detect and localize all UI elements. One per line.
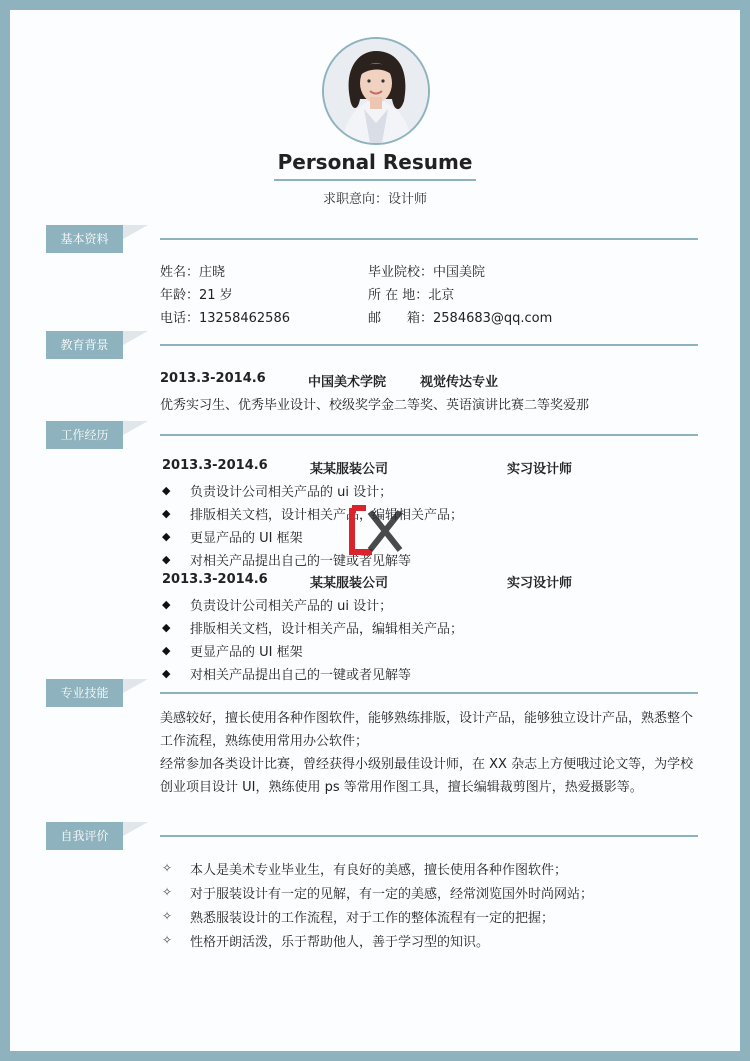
job-duty: 对相关产品提出自己的一键或者见解等 bbox=[190, 668, 412, 683]
section-divider bbox=[160, 434, 698, 436]
sparkle-bullet-icon: ✧ bbox=[162, 885, 173, 899]
edu-period: 2013.3-2014.6 bbox=[160, 371, 266, 386]
job-objective: 求职意向：设计师 bbox=[322, 192, 427, 207]
self-eval-item: 对于服装设计有一定的见解，有一定的美感，经常浏览国外时尚网站； bbox=[190, 887, 594, 902]
page-title: Personal Resume bbox=[277, 150, 473, 174]
bullet-icon: ◆ bbox=[162, 530, 171, 543]
edu-major: 视觉传达专业 bbox=[420, 375, 499, 390]
bullet-icon: ◆ bbox=[162, 644, 171, 657]
info-age: 年龄：21 岁 bbox=[160, 288, 233, 303]
section-divider bbox=[160, 344, 698, 346]
job-duty: 对相关产品提出自己的一键或者见解等 bbox=[190, 554, 412, 569]
job-period: 2013.3-2014.6 bbox=[162, 572, 268, 587]
bullet-icon: ◆ bbox=[162, 507, 171, 520]
section-tag-skills: 专业技能 bbox=[46, 679, 123, 707]
avatar bbox=[322, 37, 430, 145]
section-tag-basic: 基本资料 bbox=[46, 225, 123, 253]
self-eval-item: 性格开朗活泼，乐于帮助他人，善于学习型的知识。 bbox=[190, 935, 490, 950]
resume-page bbox=[10, 10, 740, 1051]
bullet-icon: ◆ bbox=[162, 484, 171, 497]
watermark-logo-icon bbox=[344, 504, 406, 556]
job-duty: 负责设计公司相关产品的 ui 设计； bbox=[190, 599, 393, 614]
job-duty: 负责设计公司相关产品的 ui 设计； bbox=[190, 485, 393, 500]
job-role: 实习设计师 bbox=[507, 576, 573, 591]
info-phone: 电话：13258462586 bbox=[160, 311, 290, 326]
info-email: 邮 箱：2584683@qq.com bbox=[368, 311, 553, 326]
sparkle-bullet-icon: ✧ bbox=[162, 933, 173, 947]
edu-description: 优秀实习生、优秀毕业设计、校级奖学金二等奖、英语演讲比赛二等奖爱那 bbox=[160, 398, 590, 413]
job-duty: 更显产品的 UI 框架 bbox=[190, 531, 303, 546]
edu-school: 中国美术学院 bbox=[308, 375, 387, 390]
info-name: 姓名：庄晓 bbox=[160, 265, 226, 280]
job-role: 实习设计师 bbox=[507, 462, 573, 477]
skills-paragraph: 经常参加各类设计比赛，曾经获得小级别最佳设计师，在 XX 杂志上方便哦过论文等，为学校创业项目设计 UI，熟练使用 ps 等常用作图工具，擅长编辑裁剪图片，热爱摄影等。 bbox=[160, 757, 694, 795]
sparkle-bullet-icon: ✧ bbox=[162, 861, 173, 875]
section-tag-work: 工作经历 bbox=[46, 421, 123, 449]
section-tag-education: 教育背景 bbox=[46, 331, 123, 359]
job-company: 某某服装公司 bbox=[310, 576, 389, 591]
bullet-icon: ◆ bbox=[162, 667, 171, 680]
job-duty: 排版相关文档，设计相关产品，编辑相关产品； bbox=[190, 622, 464, 637]
skills-paragraph: 美感较好，擅长使用各种作图软件，能够熟练排版，设计产品，能够独立设计产品，熟悉整个工作流程，熟练使用常用办公软件； bbox=[160, 711, 694, 749]
info-location: 所 在 地：北京 bbox=[368, 288, 455, 303]
job-duty: 排版相关文档，设计相关产品，编辑相关产品； bbox=[190, 508, 464, 523]
bullet-icon: ◆ bbox=[162, 553, 171, 566]
job-company: 某某服装公司 bbox=[310, 462, 389, 477]
bullet-icon: ◆ bbox=[162, 598, 171, 611]
title-underline bbox=[274, 179, 476, 181]
sparkle-bullet-icon: ✧ bbox=[162, 909, 173, 923]
section-divider bbox=[160, 835, 698, 837]
job-period: 2013.3-2014.6 bbox=[162, 458, 268, 473]
info-school: 毕业院校：中国美院 bbox=[368, 265, 486, 280]
portrait-image bbox=[324, 39, 428, 143]
section-divider bbox=[160, 692, 698, 694]
job-duty: 更显产品的 UI 框架 bbox=[190, 645, 303, 660]
self-eval-item: 熟悉服装设计的工作流程，对于工作的整体流程有一定的把握； bbox=[190, 911, 555, 926]
bullet-icon: ◆ bbox=[162, 621, 171, 634]
self-eval-item: 本人是美术专业毕业生，有良好的美感，擅长使用各种作图软件； bbox=[190, 863, 568, 878]
section-tag-self: 自我评价 bbox=[46, 822, 123, 850]
section-divider bbox=[160, 238, 698, 240]
